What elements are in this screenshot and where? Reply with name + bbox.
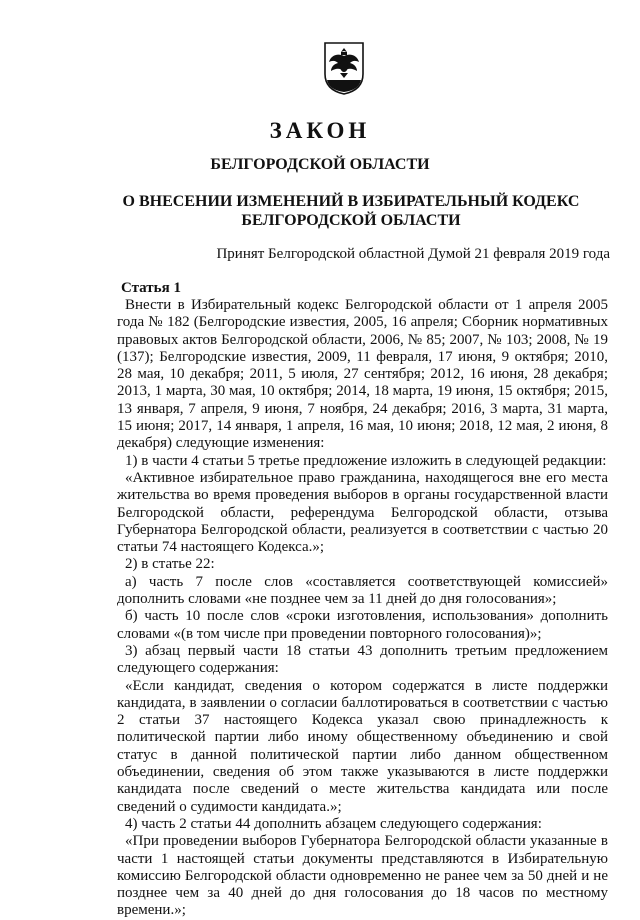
document-title: ЗАКОН: [269, 118, 371, 143]
paragraph: Внести в Избирательный кодекс Белгородской области от 1 апреля 2005 года № 182 (Белгородские известия, 2005, 16 апреля; Сборник нормативных правовых актов Белгородской области, 2006, № 85; 2007, № 103; 2008, № 19 (137); Белгородские известия, 2009, 11 февраля, 17 июня, 9 октября; 2010, 28 мая, 10 декабря; 2011, 5 июля, 27 сентября; 2012, 16 июня, 28 декабря; 2013, 1 марта, 30 мая, 10 октября; 2014, 18 марта, 19 июня, 15 октября; 2015, 13 января, 7 апреля, 9 июня, 7 ноября, 24 декабря; 2016, 3 марта, 31 марта, 15 июня; 2017, 14 января, 1 апреля, 16 мая, 10 июня; 2018, 12 мая, 2 июня, 8 декабря) следующие изменения:: [117, 297, 608, 452]
paragraph: б) часть 10 после слов «сроки изготовления, использования» дополнить словами «(в том числе при проведении повторного голосования)»;: [117, 608, 608, 642]
paragraph: «Если кандидат, сведения о котором содержатся в листе поддержки кандидата, в заявлении о согласии баллотироваться в соответствии с частью 2 статьи 37 настоящего Кодекса указал свою принадлежность к политической партии либо иному общественному объединению и свой статус в данной политической партии либо данном общественном объединении, сведения об этом также указываются в листе поддержки кандидата после сведений о месте жительства кандидата или после сведений о судимости кандидата.»;: [117, 677, 608, 815]
paragraph: а) часть 7 после слов «составляется соответствующей комиссией» дополнить словами «не позднее чем за 11 дней до дня голосования»;: [117, 573, 608, 608]
article-body: [117, 297, 608, 920]
document-subtitle: БЕЛГОРОДСКОЙ ОБЛАСТИ: [210, 156, 430, 173]
paragraph: 1) в части 4 статьи 5 третье предложение изложить в следующей редакции:: [125, 452, 607, 469]
paragraph: 4) часть 2 статьи 44 дополнить абзацем следующего содержания:: [125, 815, 542, 832]
law-name-line-1: О ВНЕСЕНИИ ИЗМЕНЕНИЙ В ИЗБИРАТЕЛЬНЫЙ КОДЕКС: [122, 193, 580, 210]
paragraph: 2) в статье 22:: [125, 556, 215, 573]
paragraph: 3) абзац первый части 18 статьи 43 дополнить третьим предложением следующего содержания:: [117, 642, 608, 677]
coat-of-arms-icon: [322, 40, 366, 96]
paragraph: «Активное избирательное право гражданина, находящегося вне его места жительства во время проведения выборов в органы государственной власти Белгородской области, референдума Белгородской области, отзыва Губернатора Белгородской области, реализуется в соответствии с частью 20 статьи 74 настоящего Кодекса.»;: [117, 469, 608, 556]
law-name: [118, 192, 584, 230]
paragraph: «При проведении выборов Губернатора Белгородской области указанные в части 1 настоящей статьи документы представляются в Избирательную комиссию Белгородской области одновременно не ранее чем за 50 дней и не позднее чем за 40 дней до дня голосования до 18 часов по местному времени.»;: [117, 833, 608, 919]
adoption-note: Принят Белгородской областной Думой 21 февраля 2019 года: [216, 246, 610, 262]
law-name-line-2: БЕЛГОРОДСКОЙ ОБЛАСТИ: [241, 212, 461, 229]
article-heading: Статья 1: [121, 280, 181, 296]
